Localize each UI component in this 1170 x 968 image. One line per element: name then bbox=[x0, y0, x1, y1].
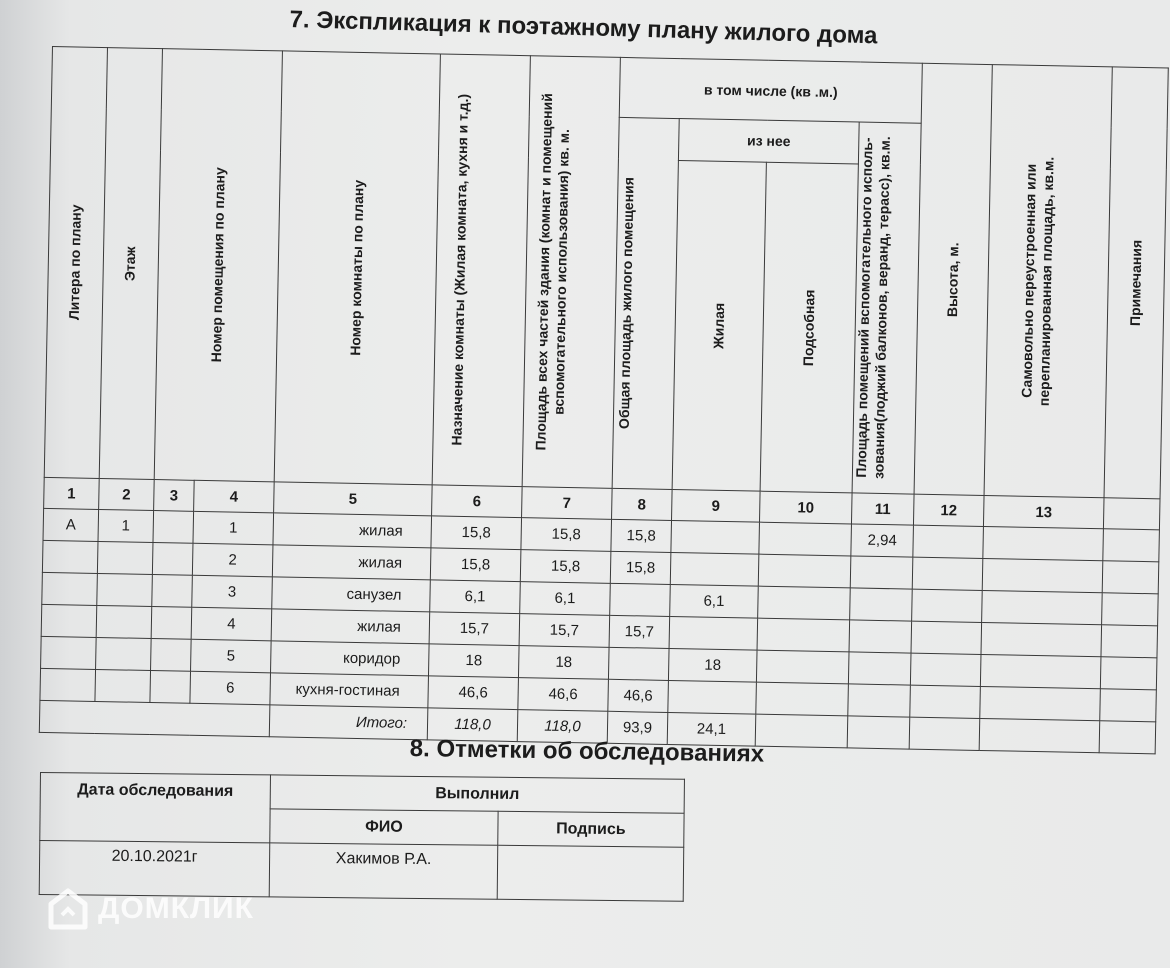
cell-unauthorized bbox=[910, 653, 981, 686]
totals-auxiliary: 24,1 bbox=[667, 712, 756, 746]
cell-room-number: 1 bbox=[193, 511, 274, 545]
cell-purpose: жилая bbox=[271, 609, 430, 644]
cell-height bbox=[850, 556, 913, 589]
cell-height bbox=[848, 652, 911, 685]
totals-blank bbox=[755, 714, 848, 748]
col-num: 1 bbox=[44, 477, 100, 509]
cell-litera: А bbox=[43, 508, 99, 541]
cell-litera bbox=[41, 604, 97, 637]
header-litera: Литера по плану bbox=[44, 47, 107, 479]
cell-floor: 1 bbox=[98, 509, 154, 542]
cell-total-living: 15,8 bbox=[521, 518, 612, 552]
totals-label: Итого: bbox=[269, 705, 428, 740]
cell-auxiliary bbox=[670, 552, 759, 586]
cell-total-all: 15,8 bbox=[431, 516, 522, 550]
header-group-including: в том числе (кв .м.) bbox=[619, 57, 922, 123]
col-num: 9 bbox=[672, 489, 761, 522]
cell-purpose: санузел bbox=[272, 577, 431, 612]
explication-table bbox=[39, 46, 1169, 754]
col-num: 3 bbox=[154, 480, 195, 512]
cell-total-living: 18 bbox=[518, 646, 609, 680]
col-num: 2 bbox=[99, 478, 155, 510]
header-unauthorized: Самовольно переустроенная или перепланированная площадь, кв.м. bbox=[984, 65, 1112, 498]
cell-total-all: 18 bbox=[428, 644, 519, 678]
cell-aux-area bbox=[758, 586, 851, 620]
cell-floor bbox=[96, 605, 152, 638]
header-auxiliary: Подсобная bbox=[760, 162, 858, 493]
cell-notes bbox=[981, 622, 1102, 656]
survey-signature-header: Подпись bbox=[498, 811, 684, 847]
cell-unauthorized bbox=[912, 557, 983, 590]
cell-unit bbox=[152, 575, 193, 608]
cell-purpose: жилая bbox=[273, 513, 432, 548]
cell-extra bbox=[1101, 625, 1158, 658]
cell-notes bbox=[982, 558, 1103, 592]
survey-performed-header: Выполнил bbox=[270, 775, 684, 813]
col-num: 6 bbox=[432, 485, 523, 518]
cell-floor bbox=[97, 541, 153, 574]
watermark-text: ДОМКЛИК bbox=[98, 892, 254, 925]
cell-extra bbox=[1103, 529, 1160, 562]
totals-blank bbox=[979, 718, 1100, 752]
header-total-living: Общая площадь жилого помещения bbox=[612, 117, 679, 489]
cell-litera bbox=[42, 572, 98, 605]
totals-blank bbox=[1099, 721, 1156, 754]
cell-room-number: 2 bbox=[192, 543, 273, 577]
cell-unauthorized bbox=[910, 685, 981, 718]
cell-litera bbox=[41, 636, 97, 669]
cell-purpose: коридор bbox=[271, 641, 430, 676]
survey-signature-value bbox=[497, 845, 684, 901]
explication-table-wrapper bbox=[39, 46, 1168, 739]
cell-total-living: 15,8 bbox=[520, 550, 611, 584]
cell-total-living: 15,7 bbox=[519, 614, 610, 648]
cell-room-number: 4 bbox=[191, 607, 272, 641]
cell-height bbox=[848, 684, 911, 717]
cell-litera bbox=[40, 668, 96, 701]
cell-aux-area bbox=[759, 522, 852, 556]
section8-title: 8. Отметки об обследованиях bbox=[409, 735, 765, 768]
cell-extra bbox=[1102, 593, 1159, 626]
cell-living bbox=[608, 647, 669, 680]
cell-purpose: кухня-гостиная bbox=[270, 673, 429, 708]
cell-unit bbox=[151, 639, 192, 672]
survey-table-wrapper bbox=[39, 772, 685, 902]
header-total-all: Площадь всех частей здания (комнат и помещений вспомогательного использования) кв. м. bbox=[522, 56, 620, 489]
cell-total-all: 15,8 bbox=[430, 548, 521, 582]
cell-living: 15,8 bbox=[611, 519, 672, 552]
cell-living: 15,7 bbox=[609, 615, 670, 648]
cell-total-all: 6,1 bbox=[430, 580, 521, 614]
header-room-number-vis: Номер комнаты по плану bbox=[274, 51, 440, 485]
header-height: Высота, м. bbox=[914, 63, 992, 495]
col-num: 7 bbox=[522, 487, 613, 520]
cell-room-number: 3 bbox=[192, 575, 273, 609]
col-num: 12 bbox=[913, 494, 984, 526]
header-unit-number: Номер помещения по плану bbox=[154, 49, 282, 482]
cell-notes bbox=[980, 654, 1101, 688]
cell-extra bbox=[1100, 689, 1157, 722]
header-floor: Этаж bbox=[99, 48, 162, 480]
totals-living: 93,9 bbox=[607, 711, 668, 744]
header-living: Жилая bbox=[672, 160, 766, 491]
cell-height: 2,94 bbox=[851, 524, 914, 557]
cell-aux-area bbox=[756, 682, 849, 716]
cell-total-all: 46,6 bbox=[428, 676, 519, 710]
header-aux-area: Площадь помещений вспомогательного исполь-зования(лоджий балконов, веранд, терасс), кв.м. bbox=[852, 122, 921, 494]
survey-date-value: 20.10.2021г bbox=[39, 841, 270, 897]
cell-notes bbox=[980, 686, 1101, 720]
totals-total-all: 118,0 bbox=[427, 708, 518, 742]
col-num: 8 bbox=[612, 488, 673, 520]
cell-living: 15,8 bbox=[610, 551, 671, 584]
cell-unit bbox=[152, 543, 193, 576]
totals-total-living: 118,0 bbox=[517, 710, 608, 744]
cell-floor bbox=[95, 669, 151, 702]
cell-total-all: 15,7 bbox=[429, 612, 520, 646]
cell-aux-area bbox=[758, 554, 851, 588]
cell-unauthorized bbox=[912, 589, 983, 622]
cell-unit bbox=[150, 671, 191, 704]
cell-auxiliary bbox=[669, 616, 758, 650]
col-num: 5 bbox=[274, 482, 433, 516]
cell-auxiliary bbox=[671, 520, 760, 554]
cell-notes bbox=[982, 590, 1103, 624]
cell-room-number: 5 bbox=[191, 639, 272, 673]
col-num: 10 bbox=[759, 491, 852, 524]
cell-floor bbox=[97, 573, 153, 606]
col-num-extra bbox=[1103, 498, 1160, 530]
cell-room-number: 6 bbox=[190, 671, 271, 705]
cell-floor bbox=[96, 637, 152, 670]
cell-unauthorized bbox=[913, 525, 984, 558]
header-subgroup-of-which: из нее bbox=[678, 119, 859, 164]
totals-blank bbox=[847, 716, 910, 749]
survey-name-header: ФИО bbox=[270, 809, 498, 845]
cell-living bbox=[610, 583, 671, 616]
cell-unit bbox=[151, 607, 192, 640]
cell-auxiliary: 18 bbox=[668, 648, 757, 682]
domclick-watermark bbox=[48, 888, 254, 930]
cell-purpose: жилая bbox=[272, 545, 431, 580]
cell-extra bbox=[1100, 657, 1157, 690]
cell-unit bbox=[153, 511, 194, 544]
cell-living: 46,6 bbox=[608, 679, 669, 712]
col-num: 4 bbox=[194, 480, 275, 513]
survey-table bbox=[39, 772, 685, 902]
house-logo-icon bbox=[48, 888, 88, 930]
cell-extra bbox=[1102, 561, 1159, 594]
cell-total-living: 6,1 bbox=[520, 582, 611, 616]
col-num: 13 bbox=[983, 495, 1104, 528]
header-purpose: Назначение комнаты (Жилая комната, кухня и т.д.) bbox=[432, 54, 530, 487]
header-notes: Примечания bbox=[1104, 67, 1168, 499]
cell-notes bbox=[983, 526, 1104, 560]
section7-title: 7. Экспликация к поэтажному плану жилого дома bbox=[289, 6, 878, 50]
survey-name-value: Хакимов Р.А. bbox=[269, 843, 498, 899]
cell-auxiliary: 6,1 bbox=[670, 584, 759, 618]
cell-height bbox=[850, 588, 913, 621]
col-num: 11 bbox=[851, 493, 914, 525]
totals-blank bbox=[909, 717, 980, 750]
cell-unauthorized bbox=[911, 621, 982, 654]
totals-empty bbox=[39, 700, 270, 736]
cell-litera bbox=[42, 540, 98, 573]
cell-aux-area bbox=[756, 650, 849, 684]
cell-auxiliary bbox=[668, 680, 757, 714]
survey-date-header: Дата обследования bbox=[40, 773, 271, 843]
cell-aux-area bbox=[757, 618, 850, 652]
cell-total-living: 46,6 bbox=[518, 678, 609, 712]
cell-height bbox=[849, 620, 912, 653]
